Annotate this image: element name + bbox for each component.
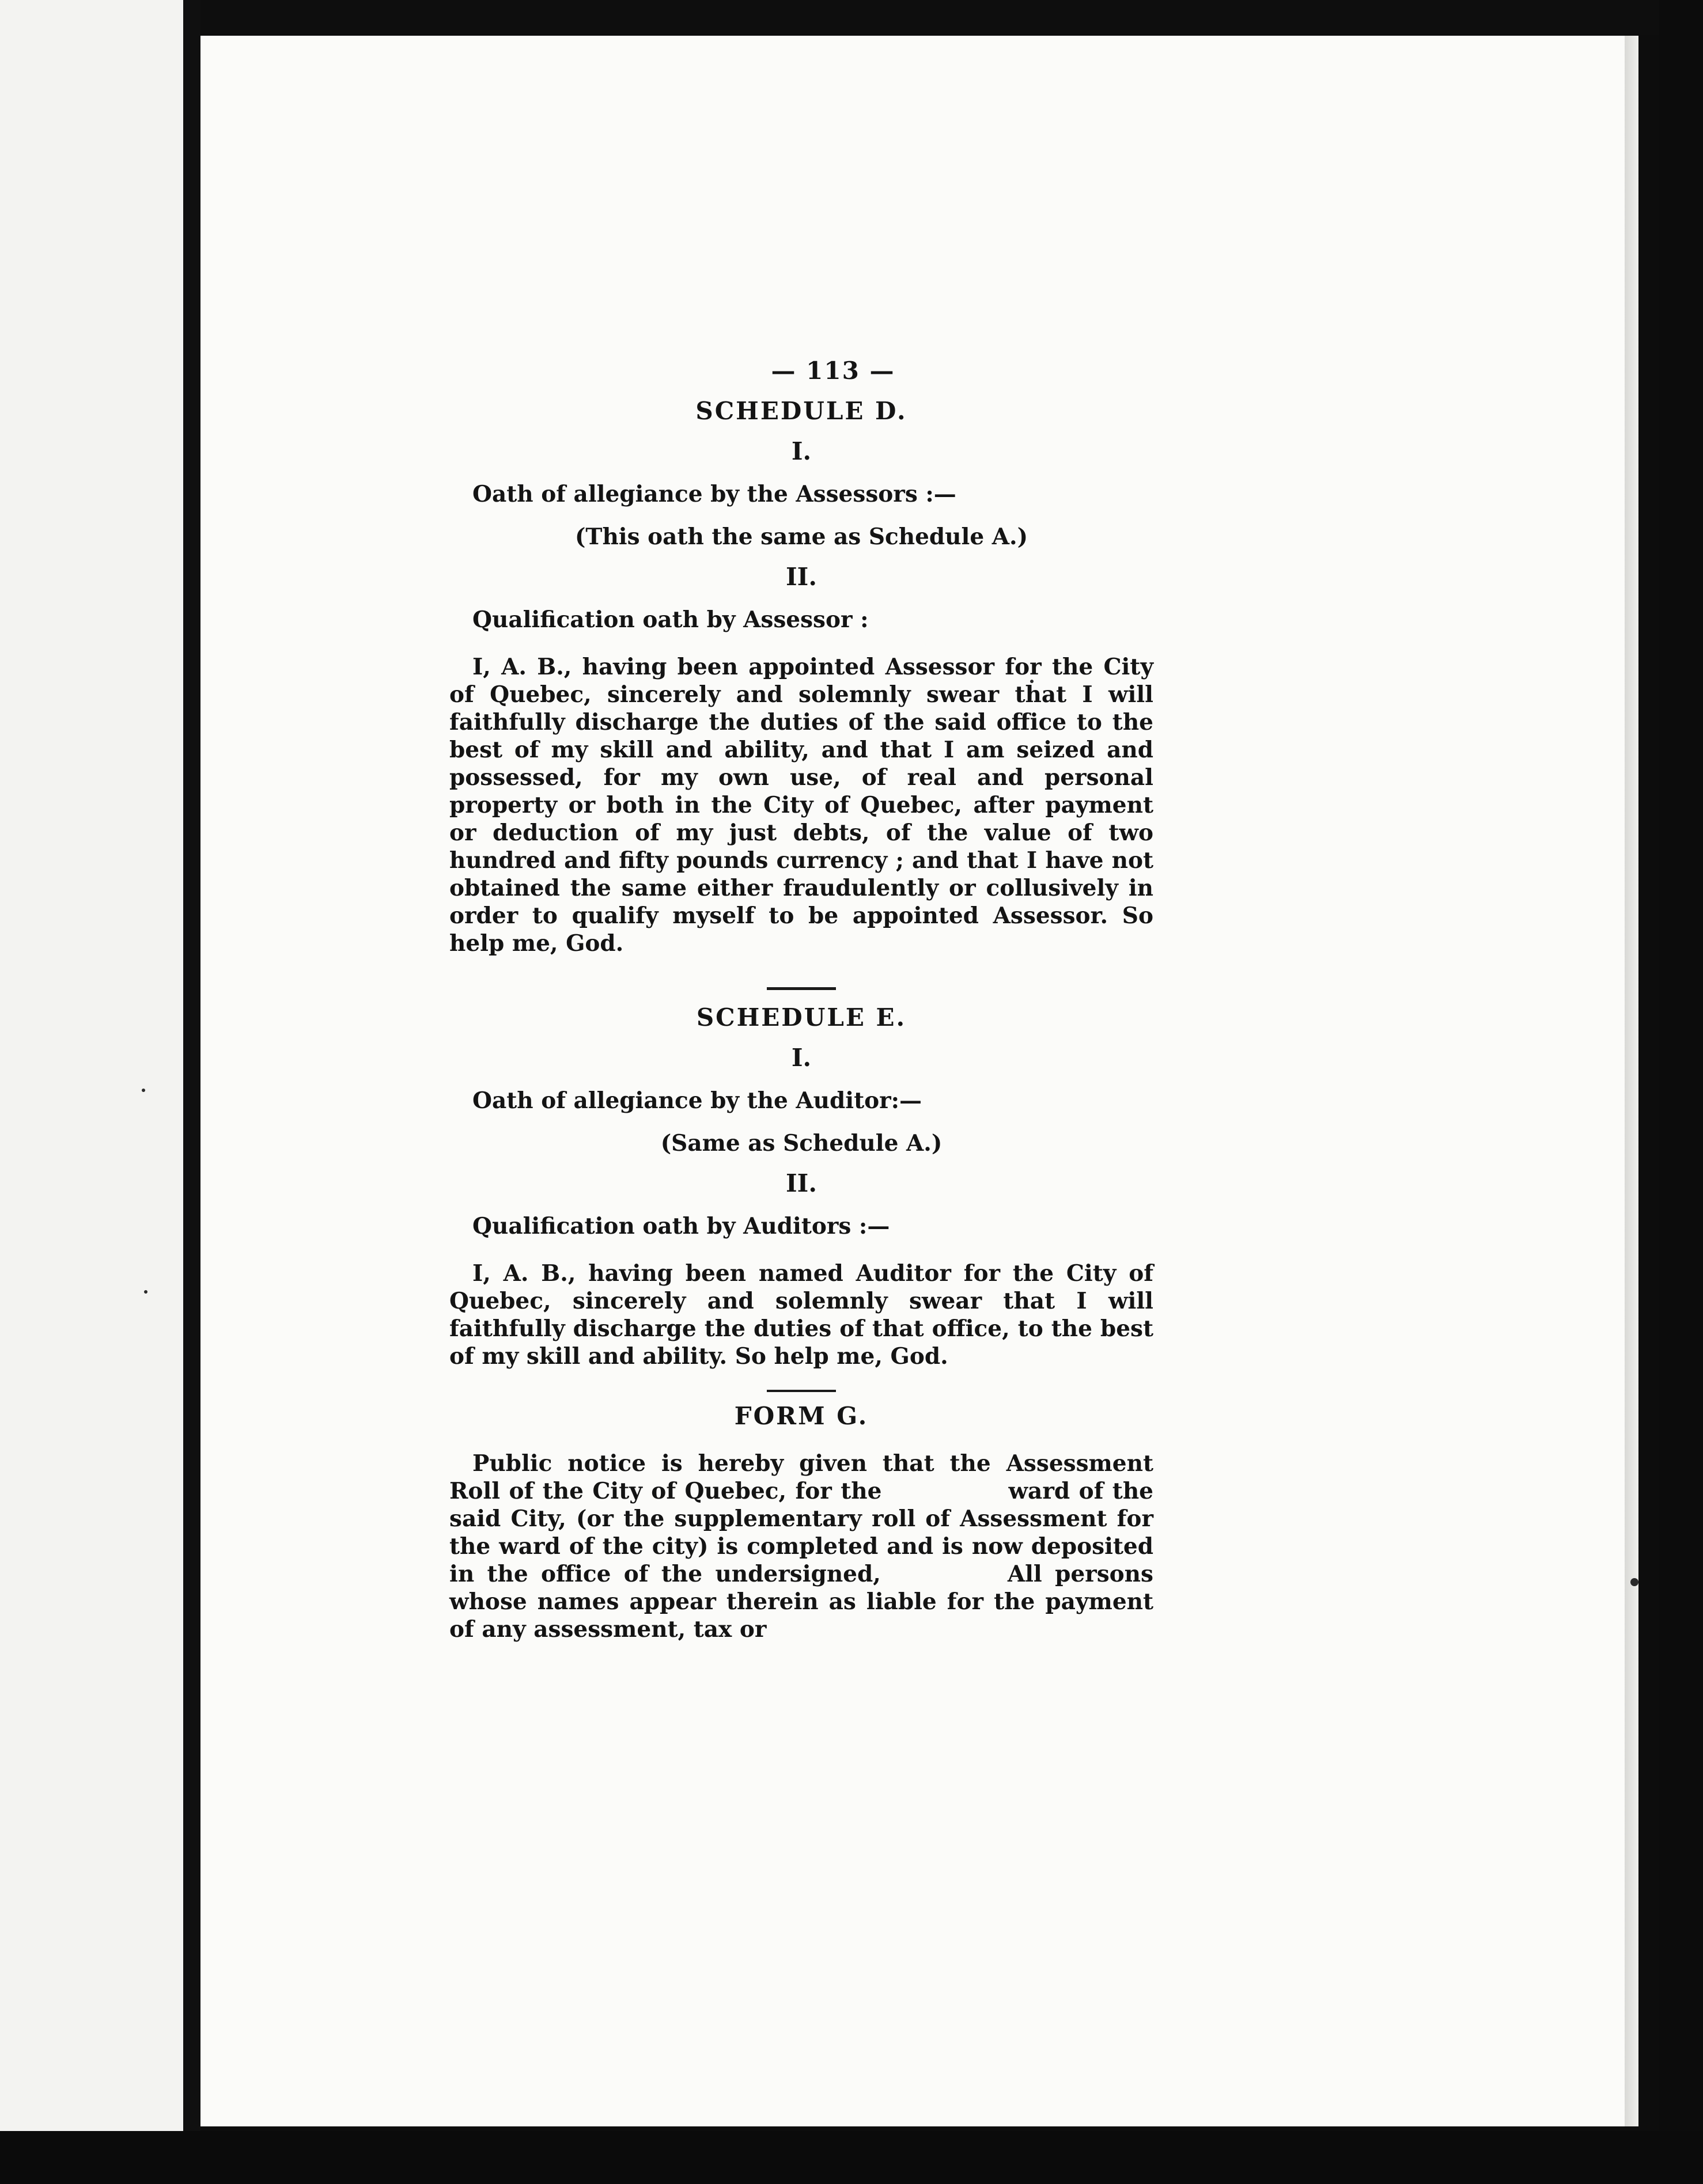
schedule-e-heading: SCHEDULE E.	[696, 1003, 907, 1032]
schedule-d-part1-note: (This oath the same as Schedule A.)	[574, 524, 1028, 550]
form-g-heading: FORM G.	[734, 1402, 869, 1430]
schedule-d-part1-numeral: I.	[791, 437, 812, 465]
schedule-e-part2-intro: Qualification oath by Auditors :—	[472, 1213, 890, 1239]
section-divider	[767, 987, 836, 990]
schedule-e-part1-numeral: I.	[791, 1044, 812, 1072]
schedule-d-part2-intro: Qualification oath by Assessor :	[472, 606, 869, 633]
schedule-e-part1-note: (Same as Schedule A.)	[660, 1130, 943, 1157]
scan-speck	[142, 1089, 145, 1092]
schedule-e-part2-numeral: II.	[786, 1169, 817, 1197]
scan-bottom-border	[0, 2131, 1703, 2184]
page-text-block	[449, 357, 1153, 1666]
form-g-notice-text	[449, 1450, 1153, 1643]
scan-speck	[144, 1290, 147, 1294]
schedule-d-part1-intro: Oath of allegiance by the Assessors :—	[472, 481, 956, 507]
schedule-d-heading: SCHEDULE D.	[695, 397, 907, 425]
schedule-e-part1-intro: Oath of allegiance by the Auditor:—	[472, 1087, 922, 1114]
scan-left-margin	[0, 0, 184, 2184]
form-g-text-part2: ward of the said City, (or the supplementary roll of Assessment for the ward of the city) is completed and is now deposited in the office of the undersigned,	[449, 1478, 1153, 1587]
scan-right-border	[1659, 0, 1703, 2184]
scan-speck	[1630, 1578, 1638, 1586]
form-g-text-part3: All persons whose names appear therein as liable for the payment of any assessment, tax or	[449, 1561, 1153, 1643]
schedule-d-assessor-oath-text: I, A. B., having been appointed Assessor for the City of Quebec, sincerely and solemnly swear that I will faithfully discharge the duties of the said office to the best of my skill and ability, and that I am seized and possessed, for my own use, of real and personal property or both in the City of Quebec, after payment or deduction of my just debts, of the value of two hundred and fifty pounds currency ; and that I have not obtained the same either fraudulently or collusively in order to qualify myself to be appointed Assessor. So help me, God.	[449, 654, 1153, 957]
section-divider	[767, 1390, 836, 1392]
schedule-e-auditor-oath-text: I, A. B., having been named Auditor for the City of Quebec, sincerely and solemnly swear that I will faithfully discharge the duties of that office, to the best of my skill and ability. So help me, God.	[449, 1260, 1153, 1370]
scan-top-border	[0, 0, 1703, 35]
page-number: — 113 —	[771, 357, 895, 385]
form-g-text-part1: Public notice is hereby given that the Assessment Roll of the City of Quebec, for the	[449, 1450, 1153, 1504]
book-spine-shadow	[183, 0, 200, 2184]
page-edge-shadow	[1625, 36, 1638, 2126]
schedule-d-part2-numeral: II.	[786, 563, 817, 591]
